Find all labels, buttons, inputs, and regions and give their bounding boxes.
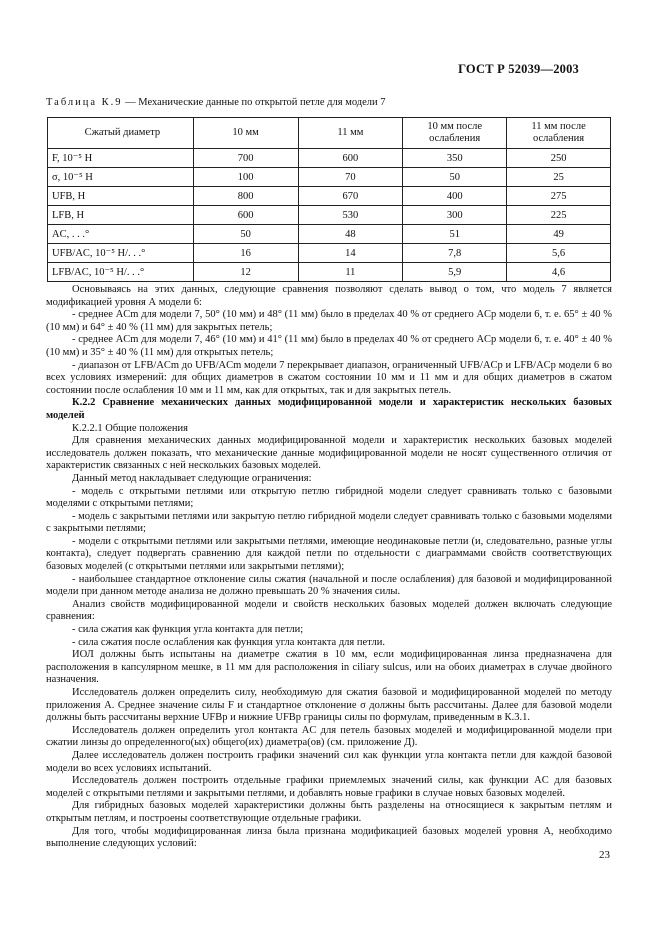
table-row [48, 225, 611, 244]
section-heading: К.2.2 Сравнение механических данных модифицированной модели и характеристик нескольких базовых моделей [46, 397, 612, 421]
paragraph: Для гибридных базовых моделей характеристики должны быть разделены на относящиеся к закрытым петлям и открытым петлям, и построены соответствующие отдельные графики. [46, 800, 612, 824]
document-header: ГОСТ Р 52039—2003 [458, 62, 579, 76]
row-label: F, 10⁻⁵ Н [48, 149, 194, 168]
table-cell: 7,8 [403, 244, 507, 263]
table-cell: 600 [193, 206, 298, 225]
table-cell: 600 [298, 149, 403, 168]
table-cell: 49 [507, 225, 611, 244]
paragraph: - среднее ACm для модели 7, 46° (10 мм) и 41° (11 мм) было в пределах 40 % от среднего ACp модели 6, т. е. 40° ± 40 % (10 мм) и 35° ± 40 % (11 мм) для открытых петель; [46, 334, 612, 358]
paragraph: ИОЛ должны быть испытаны на диаметре сжатия в 10 мм, если модифицированная линза предназначена для расположения в капсулярном мешке, в 11 мм для расположения in ciliary sulcus, или на обоих диаметрах в случае двойного назначения. [46, 649, 612, 686]
paragraph: - модель с открытыми петлями или открытую петлю гибридной модели следует сравнивать только с базовыми моделями с открытыми петлями; [46, 485, 612, 510]
paragraph: Далее исследователь должен построить графики значений сил как функции угла контакта петли для каждой базовой модели во всех условиях испытаний. [46, 749, 612, 774]
table-row [48, 206, 611, 225]
column-header: 10 мм после ослабления [403, 118, 507, 149]
paragraph: - модель с закрытыми петлями или закрытую петлю гибридной модели следует сравнивать только с базовыми моделями с закрытыми петлями; [46, 510, 612, 535]
table-cell: 100 [193, 168, 298, 187]
table-row [48, 168, 611, 187]
mechanical-data-table [47, 117, 611, 282]
table-cell: 800 [193, 187, 298, 206]
paragraph: Для того, чтобы модифицированная линза была признана модификацией базовых моделей уровня А, необходимо выполнение следующих условий: [46, 825, 612, 850]
paragraph: К.2.2.1 Общие положения [72, 422, 188, 434]
row-label: LFB/AC, 10⁻⁵ Н/. . .° [48, 263, 194, 282]
paragraph: - диапазон от LFB/ACm до UFB/ACm модели 7 перекрывает диапазон, ограниченный UFB/ACp и LFB/ACp модели 6 во всех условиях измерений: для общих диаметров в сжатом состоянии 10 мм и 11 мм и для общих диаметров в сжатом состоянии после ослабления 10 мм и 11 мм, как для открытых, так и для закрытых петель. [46, 359, 612, 396]
table-cell: 670 [298, 187, 403, 206]
table-row [48, 187, 611, 206]
table-cell: 14 [298, 244, 403, 263]
table-cell: 300 [403, 206, 507, 225]
table-cell: 25 [507, 168, 611, 187]
column-header: 10 мм [193, 118, 298, 149]
table-row [48, 149, 611, 168]
paragraph: - сила сжатия после ослабления как функция угла контакта для петли. [72, 636, 385, 648]
page-number: 23 [599, 849, 610, 861]
table-cell: 530 [298, 206, 403, 225]
column-header: 11 мм [298, 118, 403, 149]
paragraph: - наибольшее стандартное отклонение силы сжатия (начальной и после ослабления) для базовой и модифицированной модели при данном методе анализа не должно превышать 20 % значения силы. [46, 573, 612, 598]
table-cell: 11 [298, 263, 403, 282]
table-cell: 350 [403, 149, 507, 168]
table-cell: 51 [403, 225, 507, 244]
table-cell: 70 [298, 168, 403, 187]
table-cell: 5,6 [507, 244, 611, 263]
paragraph: Основываясь на этих данных, следующие сравнения позволяют сделать вывод о том, что модель 7 является модификацией уровня А модели 6: [46, 284, 612, 308]
table-cell: 4,6 [507, 263, 611, 282]
paragraph: Исследователь должен определить силу, необходимую для сжатия базовой и модифицированной моделей по методу приложения А. Среднее значение силы F и стандартное отклонение σ должны быть рассчитаны. Далее для базовой модели должны быть рассчитаны верхние UFBp и нижние UFBp границы силы по формулам, приведенным в К.3.1. [46, 687, 612, 724]
table-row [48, 263, 611, 282]
table-row [48, 244, 611, 263]
table-cell: 50 [193, 225, 298, 244]
table-cell: 225 [507, 206, 611, 225]
paragraph: Для сравнения механических данных модифицированной модели и характеристик нескольких базовых моделей исследователь должен показать, что механические данные модифицированной модели не носят существенного отличия от характеристик связанных с ней нескольких базовых моделей. [46, 435, 612, 472]
table-cell: 5,9 [403, 263, 507, 282]
table-cell: 48 [298, 225, 403, 244]
row-label: AC, . . .° [48, 225, 194, 244]
table-cell: 16 [193, 244, 298, 263]
paragraph: Анализ свойств модифицированной модели и свойств нескольких базовых моделей должен включать следующие сравнения: [46, 598, 612, 623]
table-cell: 12 [193, 263, 298, 282]
table-caption [46, 97, 386, 108]
table-caption-label: Таблица К.9 [46, 97, 123, 108]
table-cell: 700 [193, 149, 298, 168]
row-label: UFB/AC, 10⁻⁵ Н/. . .° [48, 244, 194, 263]
row-label: LFB, Н [48, 206, 194, 225]
table-cell: 275 [507, 187, 611, 206]
row-label: UFB, Н [48, 187, 194, 206]
body-text [46, 284, 612, 851]
paragraph: - модели с открытыми петлями или закрытыми петлями, имеющие неодинаковые петли (и, следовательно, разные углы контакта), следует подвергать сравнению для каждой петли по отдельности с диаграммами свойств соответствующих базовых моделей (с открытыми петлями или закрытыми петлями); [46, 535, 612, 573]
paragraph: - сила сжатия как функция угла контакта для петли; [72, 624, 304, 636]
paragraph: Исследователь должен определить угол контакта AC для петель базовых моделей и модифицированной модели при сжатии линзы до определенного(ых) общего(их) диаметра(ов) (см. приложение Д). [46, 724, 612, 749]
paragraph: - среднее ACm для модели 7, 50° (10 мм) и 48° (11 мм) было в пределах 40 % от среднего ACp модели 6, т. е. 65° ± 40 % (10 мм) и 64° ± 40 % (11 мм) для закрытых петель; [46, 309, 612, 333]
table-caption-text: — Механические данные по открытой петле для модели 7 [122, 97, 386, 108]
row-label: σ, 10⁻⁵ Н [48, 168, 194, 187]
column-header: 11 мм после ослабления [507, 118, 611, 149]
column-header: Сжатый диаметр [48, 118, 194, 149]
table-cell: 50 [403, 168, 507, 187]
table-body [48, 149, 611, 282]
paragraph: Данный метод накладывает следующие ограничения: [72, 472, 312, 484]
table-header-row [48, 118, 611, 149]
table-cell: 250 [507, 149, 611, 168]
table-cell: 400 [403, 187, 507, 206]
paragraph: Исследователь должен построить отдельные графики приемлемых значений силы, как функции AC для базовых моделей с открытыми петлями и закрытыми петлями, и добавлять новые графики в случае новых базовых моделей. [46, 775, 612, 799]
